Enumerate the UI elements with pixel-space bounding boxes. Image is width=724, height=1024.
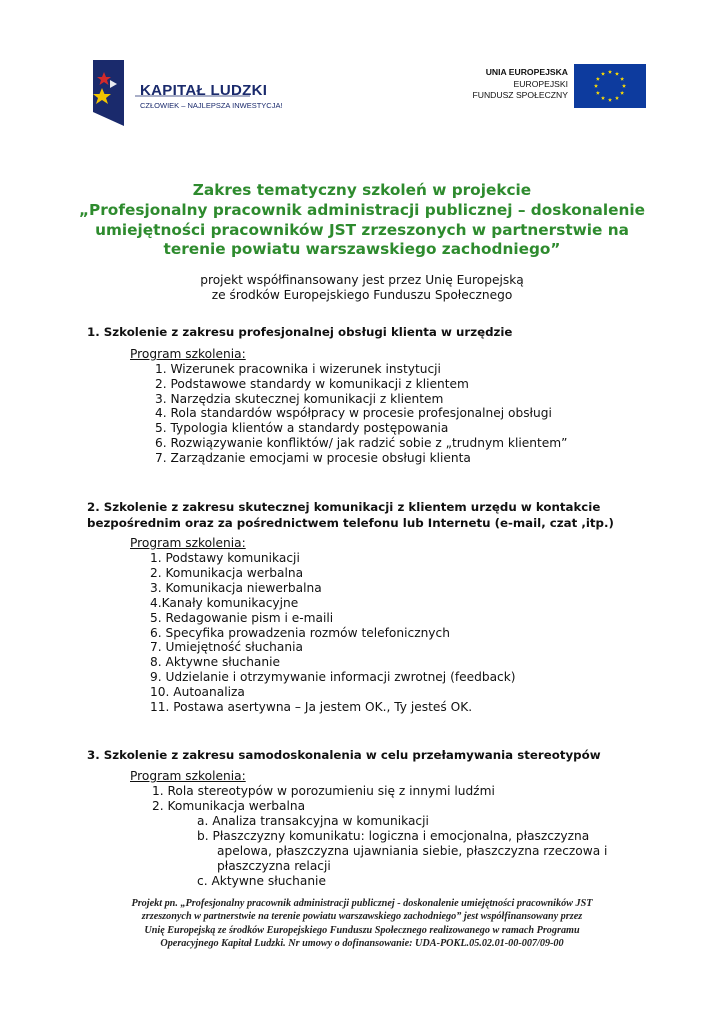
list-item: 3. Komunikacja niewerbalna	[150, 580, 322, 595]
title-line-1: Zakres tematyczny szkoleń w projekcie	[192, 181, 532, 199]
sub-list-item: b. Płaszczyzny komunikatu: logiczna i emocjonalna, płaszczyzna	[197, 829, 590, 843]
section-2-program-label: Program szkolenia:	[130, 536, 246, 550]
footer-line-2: zrzeszonych w partnerstwie na terenie powiatu warszawskiego zachodniego” jest współfinansowany przez	[141, 911, 583, 923]
logo-title: KAPITAŁ LUDZKI	[140, 82, 268, 99]
section-2-heading	[87, 500, 614, 531]
list-item: 7. Umiejętność słuchania	[150, 640, 303, 655]
title-line-4: terenie powiatu warszawskiego zachodniego”	[163, 240, 561, 259]
title-line-2: „Profesjonalny pracownik administracji publicznej – doskonalenie	[79, 200, 645, 219]
list-item: 2. Podstawowe standardy w komunikacji z klientem	[155, 376, 469, 391]
list-item: 4. Rola standardów współpracy w procesie profesjonalnej obsługi	[155, 406, 552, 421]
sub-list-item-continuation: płaszczyzna relacji	[217, 859, 331, 873]
title-line-3: umiejętności pracowników JST zrzeszonych w partnerstwie na	[95, 220, 629, 239]
eu-line-1: UNIA EUROPEJSKA	[485, 67, 568, 77]
list-item: 6. Rozwiązywanie konfliktów/ jak radzić sobie z „trudnym klientem”	[155, 436, 568, 450]
footer-line-3: Unię Europejską ze środków Europejskiego Funduszu Społecznego realizowanego w ramach Programu	[144, 924, 580, 936]
list-item: 8. Aktywne słuchanie	[150, 655, 280, 670]
list-item: 2. Komunikacja werbalna	[150, 565, 304, 580]
section-2-heading-line-2: bezpośrednim oraz za pośrednictwem telefonu lub Internetu (e-mail, czat ,itp.)	[87, 515, 614, 530]
section-3-program-label: Program szkolenia:	[130, 769, 246, 783]
list-item: 2. Komunikacja werbalna	[152, 799, 306, 813]
section-3-heading: 3. Szkolenie z zakresu samodoskonalenia w celu przełamywania stereotypów	[87, 748, 601, 762]
list-item: 6. Specyfika prowadzenia rozmów telefonicznych	[150, 625, 450, 640]
list-item: 4.Kanały komunikacyjne	[150, 595, 299, 610]
funding-subtitle	[60, 273, 664, 303]
sub-list-item: a. Analiza transakcyjna w komunikacji	[197, 814, 429, 828]
list-item: 5. Redagowanie pism i e-maili	[150, 610, 334, 625]
list-item: 3. Narzędzia skutecznej komunikacji z klientem	[155, 391, 444, 406]
footer-line-1: Projekt pn. „Profesjonalny pracownik administracji publicznej - doskonalenie umiejętności pracowników JST	[131, 898, 593, 909]
section-1-heading: 1. Szkolenie z zakresu profesjonalnej obsługi klienta w urzędzie	[87, 325, 513, 339]
sub-list-item: c. Aktywne słuchanie	[197, 874, 326, 888]
list-item: 10. Autoanaliza	[150, 685, 245, 700]
subtitle-line-1: projekt współfinansowany jest przez Unię Europejską	[200, 273, 524, 287]
list-item: 1. Rola stereotypów w porozumieniu się z innymi ludźmi	[152, 784, 495, 798]
list-item: 7. Zarządzanie emocjami w procesie obsługi klienta	[155, 450, 471, 465]
eu-line-2: EUROPEJSKI	[513, 78, 568, 89]
section-1-program-label: Program szkolenia:	[130, 347, 246, 361]
eu-line-3: FUNDUSZ SPOŁECZNY	[472, 90, 568, 100]
eu-logo-text	[440, 67, 568, 102]
eu-flag-icon	[574, 64, 646, 108]
list-item: 9. Udzielanie i otrzymywanie informacji zwrotnej (feedback)	[150, 670, 516, 685]
footer-line-4: Operacyjnego Kapitał Ludzki. Nr umowy o dofinansowanie: UDA-POKL.05.02.01-00-007/09-00	[160, 937, 564, 949]
list-item: 1. Wizerunek pracownika i wizerunek instytucji	[155, 362, 441, 376]
subtitle-line-2: ze środków Europejskiego Funduszu Społecznego	[211, 288, 513, 302]
list-item: 5. Typologia klientów a standardy postępowania	[155, 421, 449, 436]
list-item: 11. Postawa asertywna – Ja jestem OK., Ty jesteś OK.	[150, 700, 473, 714]
logo-subtitle: CZŁOWIEK – NAJLEPSZA INWESTYCJA!	[140, 101, 283, 110]
list-item: 1. Podstawy komunikacji	[150, 551, 300, 565]
section-2-heading-line-1: 2. Szkolenie z zakresu skutecznej komunikacji z klientem urzędu w kontakcie	[87, 500, 601, 514]
sub-list-item-continuation: apelowa, płaszczyzna ujawniania siebie, płaszczyzna rzeczowa i	[217, 844, 608, 858]
project-footer	[70, 897, 654, 950]
document-title	[60, 181, 664, 260]
